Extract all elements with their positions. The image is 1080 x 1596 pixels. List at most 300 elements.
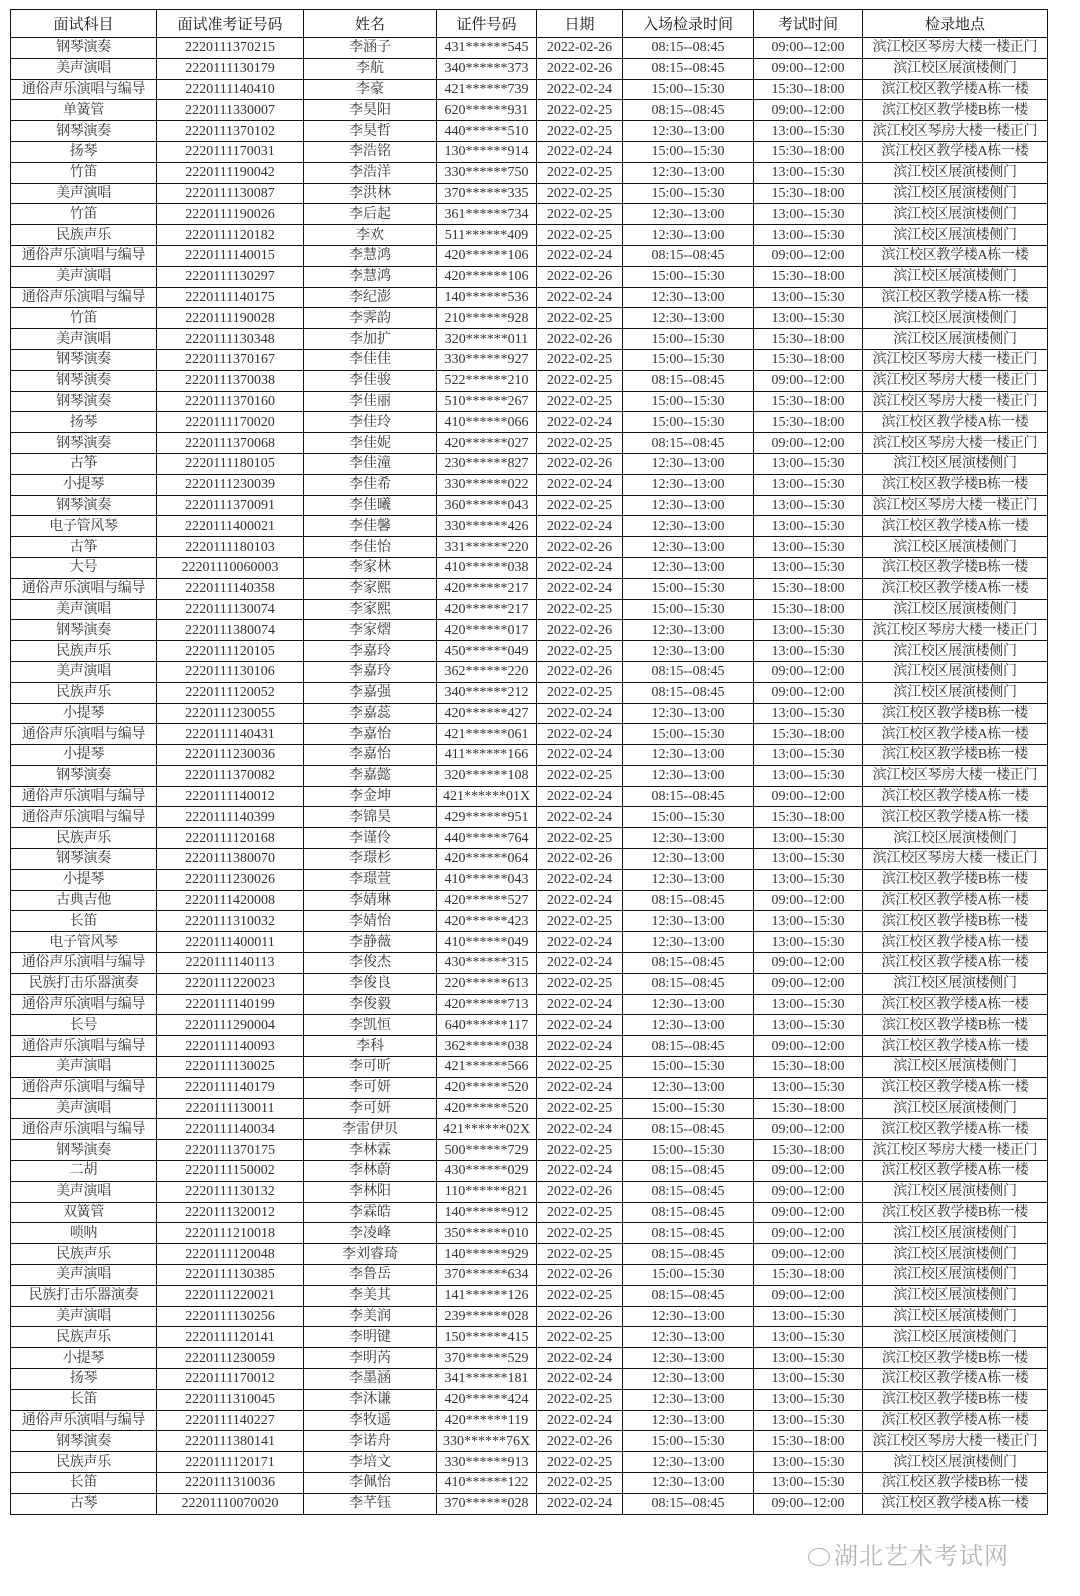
column-header-checkin-time: 入场检录时间 [623,10,754,38]
cell-checkin-location: 滨江校区教学楼B栋一楼 [863,100,1048,121]
cell-date: 2022-02-25 [537,599,623,620]
table-row [11,183,1048,204]
cell-date: 2022-02-25 [537,391,623,412]
cell-id-number: 420******423 [437,911,537,932]
cell-checkin-time: 12:30--13:00 [623,994,754,1015]
cell-name: 李后起 [304,204,437,225]
cell-name: 李凌峰 [304,1223,437,1244]
cell-admission-number: 2220111120171 [157,1452,304,1473]
cell-exam-time: 13:00--15:30 [754,828,863,849]
table-row [11,1202,1048,1223]
cell-exam-time: 09:00--12:00 [754,38,863,59]
cell-name: 李佳希 [304,474,437,495]
cell-name: 李家熠 [304,620,437,641]
cell-id-number: 110******821 [437,1181,537,1202]
cell-date: 2022-02-26 [537,1265,623,1286]
cell-exam-time: 13:00--15:30 [754,765,863,786]
cell-checkin-location: 滨江校区琴房大楼一楼正门 [863,370,1048,391]
cell-subject: 小提琴 [11,474,157,495]
cell-checkin-time: 08:15--08:45 [623,682,754,703]
cell-date: 2022-02-24 [537,890,623,911]
cell-date: 2022-02-24 [537,1161,623,1182]
cell-admission-number: 2220111220021 [157,1285,304,1306]
cell-subject: 通俗声乐演唱与编导 [11,1077,157,1098]
cell-checkin-location: 滨江校区教学楼B栋一楼 [863,745,1048,766]
table-row [11,266,1048,287]
cell-checkin-location: 滨江校区教学楼A栋一楼 [863,578,1048,599]
cell-admission-number: 2220111370160 [157,391,304,412]
cell-id-number: 150******415 [437,1327,537,1348]
cell-name: 李璟杉 [304,849,437,870]
table-row [11,661,1048,682]
cell-name: 李欢 [304,225,437,246]
cell-subject: 钢琴演奏 [11,38,157,59]
table-row [11,516,1048,537]
cell-checkin-time: 12:30--13:00 [623,225,754,246]
cell-name: 李林阳 [304,1181,437,1202]
cell-exam-time: 13:00--15:30 [754,537,863,558]
cell-id-number: 430******029 [437,1161,537,1182]
cell-checkin-location: 滨江校区教学楼B栋一楼 [863,1472,1048,1493]
cell-exam-time: 13:00--15:30 [754,516,863,537]
cell-name: 李纪澎 [304,287,437,308]
cell-exam-time: 15:30--18:00 [754,349,863,370]
cell-checkin-location: 滨江校区展演楼侧门 [863,183,1048,204]
cell-name: 李慧鸿 [304,245,437,266]
cell-checkin-time: 08:15--08:45 [623,370,754,391]
cell-subject: 民族声乐 [11,828,157,849]
cell-admission-number: 2220111190028 [157,308,304,329]
table-row [11,1119,1048,1140]
cell-name: 李明芮 [304,1348,437,1369]
cell-id-number: 220******613 [437,973,537,994]
cell-checkin-time: 12:30--13:00 [623,287,754,308]
cell-id-number: 330******022 [437,474,537,495]
cell-subject: 扬琴 [11,412,157,433]
cell-date: 2022-02-24 [537,1493,623,1514]
cell-exam-time: 15:30--18:00 [754,599,863,620]
cell-date: 2022-02-26 [537,453,623,474]
cell-admission-number: 2220111130348 [157,329,304,350]
table-row [11,225,1048,246]
cell-checkin-location: 滨江校区教学楼A栋一楼 [863,786,1048,807]
cell-exam-time: 15:30--18:00 [754,329,863,350]
cell-admission-number: 2220111120168 [157,828,304,849]
cell-checkin-time: 12:30--13:00 [623,911,754,932]
cell-checkin-location: 滨江校区教学楼B栋一楼 [863,1389,1048,1410]
table-row [11,433,1048,454]
cell-admission-number: 2220111370082 [157,765,304,786]
table-row [11,1140,1048,1161]
cell-checkin-location: 滨江校区展演楼侧门 [863,204,1048,225]
cell-exam-time: 13:00--15:30 [754,495,863,516]
cell-checkin-time: 12:30--13:00 [623,537,754,558]
cell-name: 李豪 [304,79,437,100]
cell-date: 2022-02-25 [537,1285,623,1306]
cell-admission-number: 2220111370091 [157,495,304,516]
cell-admission-number: 2220111370167 [157,349,304,370]
cell-exam-time: 09:00--12:00 [754,973,863,994]
cell-name: 李昊哲 [304,121,437,142]
cell-admission-number: 2220111130025 [157,1057,304,1078]
cell-id-number: 370******529 [437,1348,537,1369]
table-row [11,1452,1048,1473]
cell-exam-time: 13:00--15:30 [754,121,863,142]
cell-exam-time: 13:00--15:30 [754,1389,863,1410]
cell-date: 2022-02-26 [537,58,623,79]
cell-checkin-location: 滨江校区教学楼B栋一楼 [863,1015,1048,1036]
table-row [11,1057,1048,1078]
cell-checkin-location: 滨江校区展演楼侧门 [863,828,1048,849]
cell-checkin-location: 滨江校区展演楼侧门 [863,1057,1048,1078]
table-row [11,370,1048,391]
cell-admission-number: 2220111320012 [157,1202,304,1223]
cell-checkin-location: 滨江校区展演楼侧门 [863,1098,1048,1119]
cell-exam-time: 09:00--12:00 [754,786,863,807]
cell-exam-time: 13:00--15:30 [754,932,863,953]
cell-checkin-location: 滨江校区展演楼侧门 [863,266,1048,287]
cell-admission-number: 2220111380141 [157,1431,304,1452]
cell-id-number: 341******181 [437,1369,537,1390]
cell-exam-time: 15:30--18:00 [754,412,863,433]
cell-checkin-location: 滨江校区教学楼A栋一楼 [863,287,1048,308]
cell-date: 2022-02-24 [537,953,623,974]
cell-subject: 钢琴演奏 [11,620,157,641]
cell-checkin-time: 08:15--08:45 [623,1202,754,1223]
cell-checkin-time: 15:00--15:30 [623,266,754,287]
cell-subject: 通俗声乐演唱与编导 [11,578,157,599]
cell-subject: 民族声乐 [11,641,157,662]
table-row [11,100,1048,121]
cell-subject: 唢呐 [11,1223,157,1244]
cell-admission-number: 2220111140179 [157,1077,304,1098]
cell-checkin-location: 滨江校区展演楼侧门 [863,225,1048,246]
table-row [11,1306,1048,1327]
cell-date: 2022-02-26 [537,1431,623,1452]
table-row [11,641,1048,662]
cell-exam-time: 09:00--12:00 [754,100,863,121]
table-row [11,453,1048,474]
cell-subject: 钢琴演奏 [11,121,157,142]
cell-checkin-time: 12:30--13:00 [623,620,754,641]
cell-exam-time: 09:00--12:00 [754,370,863,391]
wechat-icon [808,1548,830,1566]
cell-name: 李科 [304,1036,437,1057]
table-row [11,1348,1048,1369]
table-row [11,1472,1048,1493]
cell-id-number: 440******764 [437,828,537,849]
cell-checkin-time: 12:30--13:00 [623,204,754,225]
cell-name: 李嘉强 [304,682,437,703]
cell-date: 2022-02-25 [537,162,623,183]
cell-checkin-time: 08:15--08:45 [623,100,754,121]
cell-date: 2022-02-24 [537,474,623,495]
cell-date: 2022-02-24 [537,869,623,890]
cell-subject: 长号 [11,1015,157,1036]
cell-exam-time: 15:30--18:00 [754,183,863,204]
cell-name: 李林蔚 [304,1161,437,1182]
cell-checkin-location: 滨江校区展演楼侧门 [863,1327,1048,1348]
cell-checkin-location: 滨江校区教学楼A栋一楼 [863,890,1048,911]
cell-subject: 民族声乐 [11,1452,157,1473]
cell-checkin-location: 滨江校区展演楼侧门 [863,537,1048,558]
cell-checkin-time: 12:30--13:00 [623,745,754,766]
cell-subject: 通俗声乐演唱与编导 [11,953,157,974]
cell-subject: 美声演唱 [11,599,157,620]
cell-checkin-location: 滨江校区展演楼侧门 [863,308,1048,329]
table-row [11,828,1048,849]
cell-subject: 钢琴演奏 [11,391,157,412]
cell-checkin-time: 12:30--13:00 [623,516,754,537]
cell-admission-number: 2220111170031 [157,141,304,162]
cell-id-number: 410******038 [437,557,537,578]
cell-subject: 钢琴演奏 [11,849,157,870]
cell-exam-time: 13:00--15:30 [754,557,863,578]
cell-checkin-time: 15:00--15:30 [623,807,754,828]
cell-name: 李佳玲 [304,412,437,433]
cell-checkin-time: 15:00--15:30 [623,1057,754,1078]
cell-id-number: 440******510 [437,121,537,142]
cell-date: 2022-02-25 [537,183,623,204]
cell-name: 李诺舟 [304,1431,437,1452]
cell-subject: 美声演唱 [11,1306,157,1327]
cell-admission-number: 2220111140034 [157,1119,304,1140]
cell-id-number: 420******520 [437,1077,537,1098]
cell-exam-time: 09:00--12:00 [754,245,863,266]
cell-admission-number: 2220111180103 [157,537,304,558]
cell-subject: 钢琴演奏 [11,495,157,516]
cell-subject: 民族打击乐器演奏 [11,973,157,994]
cell-checkin-time: 15:00--15:30 [623,329,754,350]
cell-subject: 小提琴 [11,703,157,724]
cell-id-number: 420******520 [437,1098,537,1119]
cell-subject: 大号 [11,557,157,578]
cell-id-number: 420******713 [437,994,537,1015]
cell-id-number: 420******027 [437,433,537,454]
cell-id-number: 340******373 [437,58,537,79]
table-row [11,308,1048,329]
cell-subject: 通俗声乐演唱与编导 [11,1119,157,1140]
cell-admission-number: 2220111130385 [157,1265,304,1286]
cell-checkin-location: 滨江校区琴房大楼一楼正门 [863,765,1048,786]
cell-checkin-location: 滨江校区教学楼B栋一楼 [863,869,1048,890]
cell-checkin-location: 滨江校区教学楼A栋一楼 [863,807,1048,828]
cell-exam-time: 13:00--15:30 [754,1327,863,1348]
cell-checkin-location: 滨江校区展演楼侧门 [863,58,1048,79]
cell-checkin-time: 12:30--13:00 [623,849,754,870]
cell-checkin-location: 滨江校区展演楼侧门 [863,1452,1048,1473]
column-header-name: 姓名 [304,10,437,38]
cell-admission-number: 2220111310036 [157,1472,304,1493]
column-header-exam-time: 考试时间 [754,10,863,38]
cell-checkin-location: 滨江校区琴房大楼一楼正门 [863,391,1048,412]
cell-admission-number: 2220111130179 [157,58,304,79]
cell-id-number: 420******217 [437,578,537,599]
cell-id-number: 362******220 [437,661,537,682]
cell-checkin-time: 15:00--15:30 [623,1140,754,1161]
cell-id-number: 140******929 [437,1244,537,1265]
cell-admission-number: 2220111190026 [157,204,304,225]
cell-date: 2022-02-25 [537,1202,623,1223]
cell-admission-number: 2220111120105 [157,641,304,662]
cell-id-number: 331******220 [437,537,537,558]
table-row [11,807,1048,828]
cell-date: 2022-02-24 [537,807,623,828]
cell-date: 2022-02-25 [537,495,623,516]
cell-admission-number: 2220111140410 [157,79,304,100]
cell-checkin-location: 滨江校区教学楼B栋一楼 [863,1348,1048,1369]
cell-checkin-time: 08:15--08:45 [623,1223,754,1244]
cell-id-number: 140******536 [437,287,537,308]
cell-id-number: 230******827 [437,453,537,474]
cell-date: 2022-02-24 [537,745,623,766]
column-header-admission-number: 面试准考证号码 [157,10,304,38]
cell-name: 李佳骏 [304,370,437,391]
cell-checkin-location: 滨江校区展演楼侧门 [863,1285,1048,1306]
cell-checkin-location: 滨江校区教学楼A栋一楼 [863,516,1048,537]
cell-date: 2022-02-25 [537,1327,623,1348]
cell-id-number: 320******108 [437,765,537,786]
cell-date: 2022-02-24 [537,786,623,807]
cell-id-number: 420******119 [437,1410,537,1431]
cell-id-number: 421******566 [437,1057,537,1078]
table-row [11,724,1048,745]
cell-date: 2022-02-24 [537,557,623,578]
cell-date: 2022-02-24 [537,703,623,724]
cell-id-number: 330******927 [437,349,537,370]
cell-checkin-time: 12:30--13:00 [623,932,754,953]
cell-id-number: 330******76X [437,1431,537,1452]
table-row [11,38,1048,59]
cell-id-number: 361******734 [437,204,537,225]
cell-checkin-time: 15:00--15:30 [623,599,754,620]
cell-admission-number: 2220111140093 [157,1036,304,1057]
cell-id-number: 370******335 [437,183,537,204]
cell-checkin-location: 滨江校区教学楼A栋一楼 [863,412,1048,433]
cell-exam-time: 09:00--12:00 [754,433,863,454]
cell-admission-number: 2220111380074 [157,620,304,641]
table-row [11,932,1048,953]
table-row [11,599,1048,620]
cell-exam-time: 09:00--12:00 [754,661,863,682]
cell-name: 李俊杰 [304,953,437,974]
cell-id-number: 411******166 [437,745,537,766]
cell-name: 李锦昊 [304,807,437,828]
cell-checkin-time: 15:00--15:30 [623,79,754,100]
cell-date: 2022-02-25 [537,349,623,370]
cell-date: 2022-02-25 [537,370,623,391]
cell-admission-number: 2220111400021 [157,516,304,537]
cell-admission-number: 2220111140431 [157,724,304,745]
cell-id-number: 410******049 [437,932,537,953]
cell-checkin-time: 08:15--08:45 [623,1036,754,1057]
cell-admission-number: 2220111310032 [157,911,304,932]
cell-exam-time: 13:00--15:30 [754,1369,863,1390]
cell-subject: 钢琴演奏 [11,1431,157,1452]
cell-exam-time: 13:00--15:30 [754,620,863,641]
cell-subject: 通俗声乐演唱与编导 [11,724,157,745]
cell-date: 2022-02-25 [537,433,623,454]
cell-subject: 民族声乐 [11,1244,157,1265]
cell-id-number: 350******010 [437,1223,537,1244]
cell-date: 2022-02-25 [537,682,623,703]
cell-exam-time: 13:00--15:30 [754,453,863,474]
cell-id-number: 522******210 [437,370,537,391]
header-row [11,10,1048,38]
cell-id-number: 420******017 [437,620,537,641]
cell-id-number: 130******914 [437,141,537,162]
cell-admission-number: 2220111130297 [157,266,304,287]
cell-name: 李谨伶 [304,828,437,849]
cell-checkin-time: 15:00--15:30 [623,391,754,412]
cell-exam-time: 15:30--18:00 [754,1140,863,1161]
table-row [11,1036,1048,1057]
cell-name: 李佳佳 [304,349,437,370]
cell-subject: 单簧管 [11,100,157,121]
cell-id-number: 429******951 [437,807,537,828]
cell-name: 李佳妮 [304,433,437,454]
cell-id-number: 420******527 [437,890,537,911]
cell-id-number: 420******064 [437,849,537,870]
cell-admission-number: 2220111380070 [157,849,304,870]
cell-admission-number: 2220111400011 [157,932,304,953]
cell-admission-number: 2220111140012 [157,786,304,807]
cell-date: 2022-02-26 [537,1306,623,1327]
cell-id-number: 410******066 [437,412,537,433]
cell-admission-number: 2220111170020 [157,412,304,433]
table-row [11,953,1048,974]
cell-id-number: 420******217 [437,599,537,620]
table-row [11,204,1048,225]
cell-name: 李航 [304,58,437,79]
watermark-text: 湖北艺术考试网 [834,1542,1009,1570]
cell-checkin-location: 滨江校区展演楼侧门 [863,661,1048,682]
table-row [11,329,1048,350]
cell-name: 李俊良 [304,973,437,994]
cell-subject: 扬琴 [11,141,157,162]
cell-checkin-location: 滨江校区琴房大楼一楼正门 [863,121,1048,142]
cell-name: 李沐谦 [304,1389,437,1410]
cell-exam-time: 13:00--15:30 [754,287,863,308]
table-row [11,1431,1048,1452]
cell-checkin-time: 15:00--15:30 [623,578,754,599]
table-row [11,1161,1048,1182]
cell-exam-time: 15:30--18:00 [754,1431,863,1452]
cell-checkin-time: 12:30--13:00 [623,162,754,183]
cell-checkin-time: 08:15--08:45 [623,58,754,79]
table-row [11,1265,1048,1286]
cell-name: 李牧遥 [304,1410,437,1431]
cell-admission-number: 2220111370068 [157,433,304,454]
cell-exam-time: 09:00--12:00 [754,1119,863,1140]
cell-name: 李美其 [304,1285,437,1306]
cell-date: 2022-02-24 [537,1119,623,1140]
cell-exam-time: 13:00--15:30 [754,1472,863,1493]
cell-subject: 小提琴 [11,869,157,890]
cell-subject: 美声演唱 [11,1265,157,1286]
cell-name: 李加扩 [304,329,437,350]
cell-admission-number: 2220111370215 [157,38,304,59]
cell-admission-number: 2220111230059 [157,1348,304,1369]
table-row [11,1244,1048,1265]
table-row [11,1077,1048,1098]
cell-id-number: 421******01X [437,786,537,807]
cell-checkin-time: 12:30--13:00 [623,1306,754,1327]
cell-checkin-time: 12:30--13:00 [623,1410,754,1431]
cell-exam-time: 13:00--15:30 [754,849,863,870]
cell-checkin-location: 滨江校区教学楼A栋一楼 [863,1077,1048,1098]
cell-date: 2022-02-25 [537,225,623,246]
